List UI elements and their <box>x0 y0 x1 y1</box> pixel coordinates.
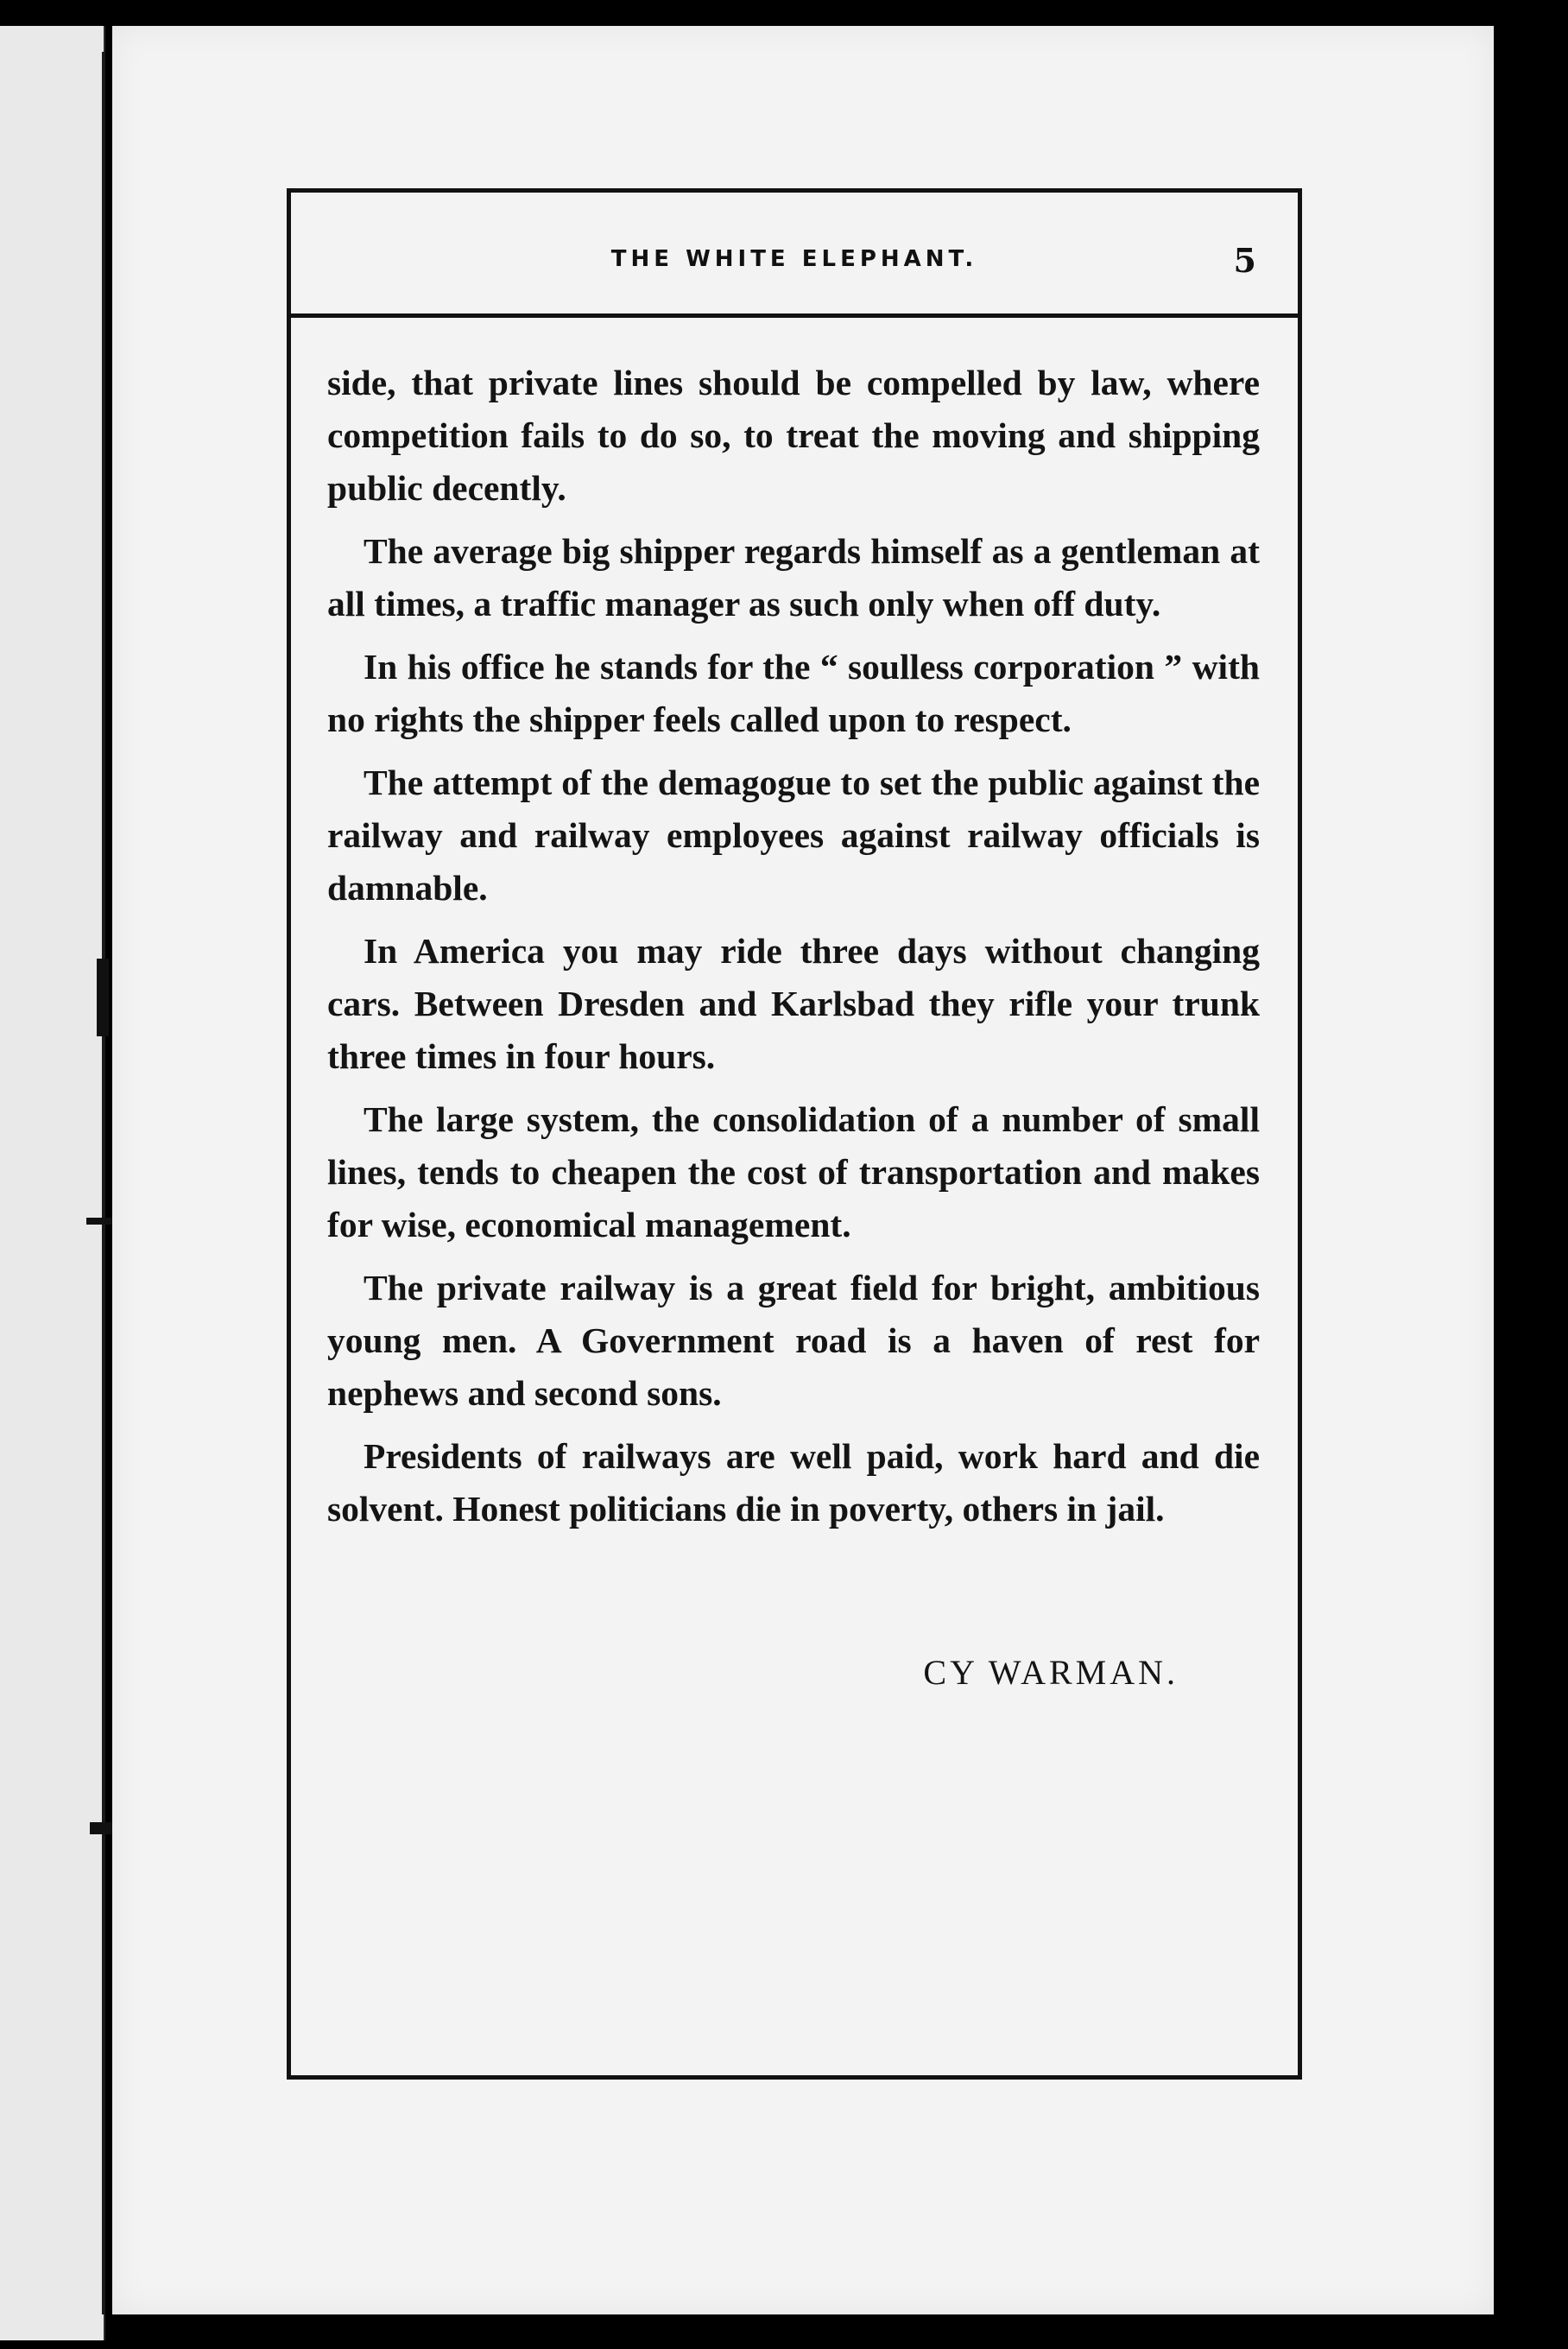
gutter-mark <box>97 959 109 1036</box>
paragraph: The attempt of the demagogue to set the public against the railway and railway employees against railway officials is damnable. <box>327 763 1260 908</box>
paragraph: Presidents of railways are well paid, work hard and die solvent. Honest politicians die in poverty, others in jail. <box>327 1436 1260 1529</box>
running-title: THE WHITE ELEPHANT. <box>610 246 978 272</box>
body-text <box>327 357 1260 1546</box>
paragraph: side, that private lines should be compelled by law, where competition fails to do so, to treat the moving and shipping public decently. <box>327 363 1260 508</box>
text-frame <box>287 188 1302 2080</box>
page-edge-shadow <box>1494 35 1520 2323</box>
paragraph: In America you may ride three days without changing cars. Between Dresden and Karlsbad they rifle your trunk three times in four hours. <box>327 931 1260 1076</box>
facing-page-edge <box>0 26 105 2340</box>
paragraph: In his office he stands for the “ soulless corporation ” with no rights the shipper feels called upon to respect. <box>327 647 1260 739</box>
page-header <box>291 193 1298 320</box>
paragraph: The private railway is a great field for bright, ambitious young men. A Government road is a haven of rest for nephews and second sons. <box>327 1268 1260 1413</box>
header-rule <box>291 313 1298 318</box>
paragraph: The large system, the consolidation of a number of small lines, tends to cheapen the cost of transportation and makes for wise, economical management. <box>327 1099 1260 1244</box>
paragraph: The average big shipper regards himself as a gentleman at all times, a traffic manager as such only when off duty. <box>327 531 1260 624</box>
author-signature: CY WARMAN. <box>923 1653 1179 1692</box>
page-number: 5 <box>1233 241 1256 280</box>
gutter-line <box>102 52 105 2314</box>
